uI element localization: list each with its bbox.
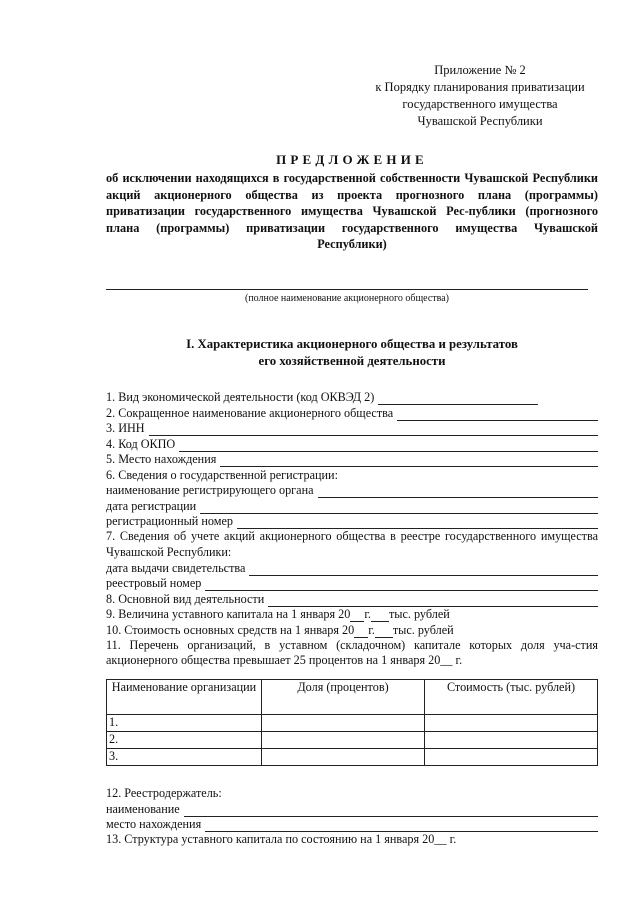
appendix-line: Чувашской Республики [417, 114, 543, 128]
section-title [106, 336, 598, 370]
form-item [106, 436, 598, 452]
field-label: 5. Место нахождения [106, 452, 217, 466]
year-field[interactable] [354, 626, 368, 638]
table-row [107, 714, 598, 731]
column-header: Наименование организации [107, 679, 262, 714]
field-label: наименование регистрирующего органа [106, 483, 314, 497]
table-cell[interactable]: 1. [107, 714, 262, 731]
form-item [106, 421, 598, 437]
field-label: г. [368, 622, 375, 637]
appendix-line: Приложение № 2 [434, 63, 526, 77]
field-label: наименование [106, 801, 180, 816]
field-label: место нахождения [106, 817, 202, 831]
table-cell[interactable] [262, 714, 425, 731]
appendix-header [362, 62, 598, 130]
certificate-date-field[interactable] [249, 563, 598, 576]
form-item-text: 12. Реестродержатель: [106, 785, 222, 800]
form-item [106, 591, 598, 607]
organizations-table [106, 679, 598, 766]
form-item [106, 560, 598, 576]
appendix-line: к Порядку планирования приватизации [375, 80, 585, 94]
field-label: 9. Величина уставного капитала на 1 января 20 [106, 607, 351, 621]
field-label: тыс. рублей [388, 607, 450, 621]
table-cell[interactable] [425, 731, 598, 748]
appendix-line: государственного имущества [402, 97, 558, 111]
form-item [106, 817, 598, 833]
field-label: 10. Стоимость основных средств на 1 января 20 [106, 622, 355, 637]
table-row [107, 731, 598, 748]
column-header: Доля (процентов) [262, 679, 425, 714]
form-item [106, 390, 598, 406]
year-field[interactable] [350, 610, 364, 622]
field-label: реестровый номер [106, 576, 202, 590]
form-item-text: 7. Сведения об учете акций акционерного общества в реестре государственного имущества Чувашской Республики: [106, 529, 598, 559]
document-subtitle: об исключении находящихся в государственной собственности Чувашской Республики акций акционерного общества из проекта прогнозного плана (программы) приватизации государственного имущества Чувашской Рес-публики (прогнозного плана (программы) приватизации государственного имущества Чувашской Республики) [106, 171, 598, 251]
form-item [106, 622, 598, 638]
form-item [106, 405, 598, 421]
form-item [106, 607, 598, 623]
section-title-line: I. Характеристика акционерного общества и результатов [186, 336, 518, 351]
org-name-caption: (полное наименование акционерного общества) [244, 292, 450, 304]
form-item [106, 576, 598, 592]
field-label: дата регистрации [106, 498, 197, 513]
field-label: 1. Вид экономической деятельности (код ОКВЭД 2) [106, 390, 375, 404]
column-header: Стоимость (тыс. рублей) [425, 679, 598, 714]
form-item [106, 483, 598, 499]
registrar-holder-location-field[interactable] [205, 819, 598, 832]
field-label: тыс. рублей [392, 622, 454, 637]
fixed-assets-value-field[interactable] [375, 626, 393, 638]
form-item-text: 13. Структура уставного капитала по состоянию на 1 января 20__ г. [106, 832, 457, 846]
field-label: регистрационный номер [106, 514, 233, 528]
location-field[interactable] [220, 454, 598, 467]
field-label: 8. Основной вид деятельности [106, 591, 265, 606]
table-cell[interactable] [425, 714, 598, 731]
table-header-row [107, 679, 598, 714]
field-label: 2. Сокращенное наименование акционерного общества [106, 405, 394, 420]
table-cell[interactable]: 3. [107, 748, 262, 765]
field-label: 4. Код ОКПО [106, 436, 176, 451]
field-label: 3. ИНН [106, 421, 145, 435]
table-cell[interactable] [425, 748, 598, 765]
registrar-holder-name-field[interactable] [184, 804, 598, 817]
capital-value-field[interactable] [371, 610, 389, 622]
registry-number-field[interactable] [205, 578, 598, 591]
form-item [106, 498, 598, 514]
okpo-field[interactable] [179, 439, 598, 452]
table-cell[interactable] [262, 731, 425, 748]
form-item [106, 801, 598, 817]
form-item [106, 467, 598, 483]
registration-number-field[interactable] [237, 516, 598, 529]
table-cell[interactable]: 2. [107, 731, 262, 748]
table-row [107, 748, 598, 765]
field-label: г. [364, 607, 371, 621]
form-item-text: 11. Перечень организаций, в уставном (складочном) капитале которых доля уча-стия акционерного общества превышает 25 процентов на 1 января 20__ г. [106, 637, 598, 667]
inn-field[interactable] [149, 423, 598, 436]
section-title-line: его хозяйственной деятельности [258, 353, 446, 368]
form-items [106, 390, 598, 669]
form-items-after [106, 786, 598, 848]
org-name-field[interactable] [106, 259, 588, 290]
registration-date-field[interactable] [200, 501, 598, 514]
table-cell[interactable] [262, 748, 425, 765]
short-name-field[interactable] [397, 408, 598, 421]
field-label: 6. Сведения о государственной регистрации: [106, 467, 338, 482]
form-item [106, 452, 598, 468]
form-item [106, 514, 598, 530]
document-title: ПРЕДЛОЖЕНИЕ [276, 152, 428, 167]
registrar-name-field[interactable] [318, 485, 598, 498]
main-activity-field[interactable] [268, 594, 598, 607]
field-label: дата выдачи свидетельства [106, 560, 246, 575]
okved-field[interactable] [378, 392, 538, 405]
